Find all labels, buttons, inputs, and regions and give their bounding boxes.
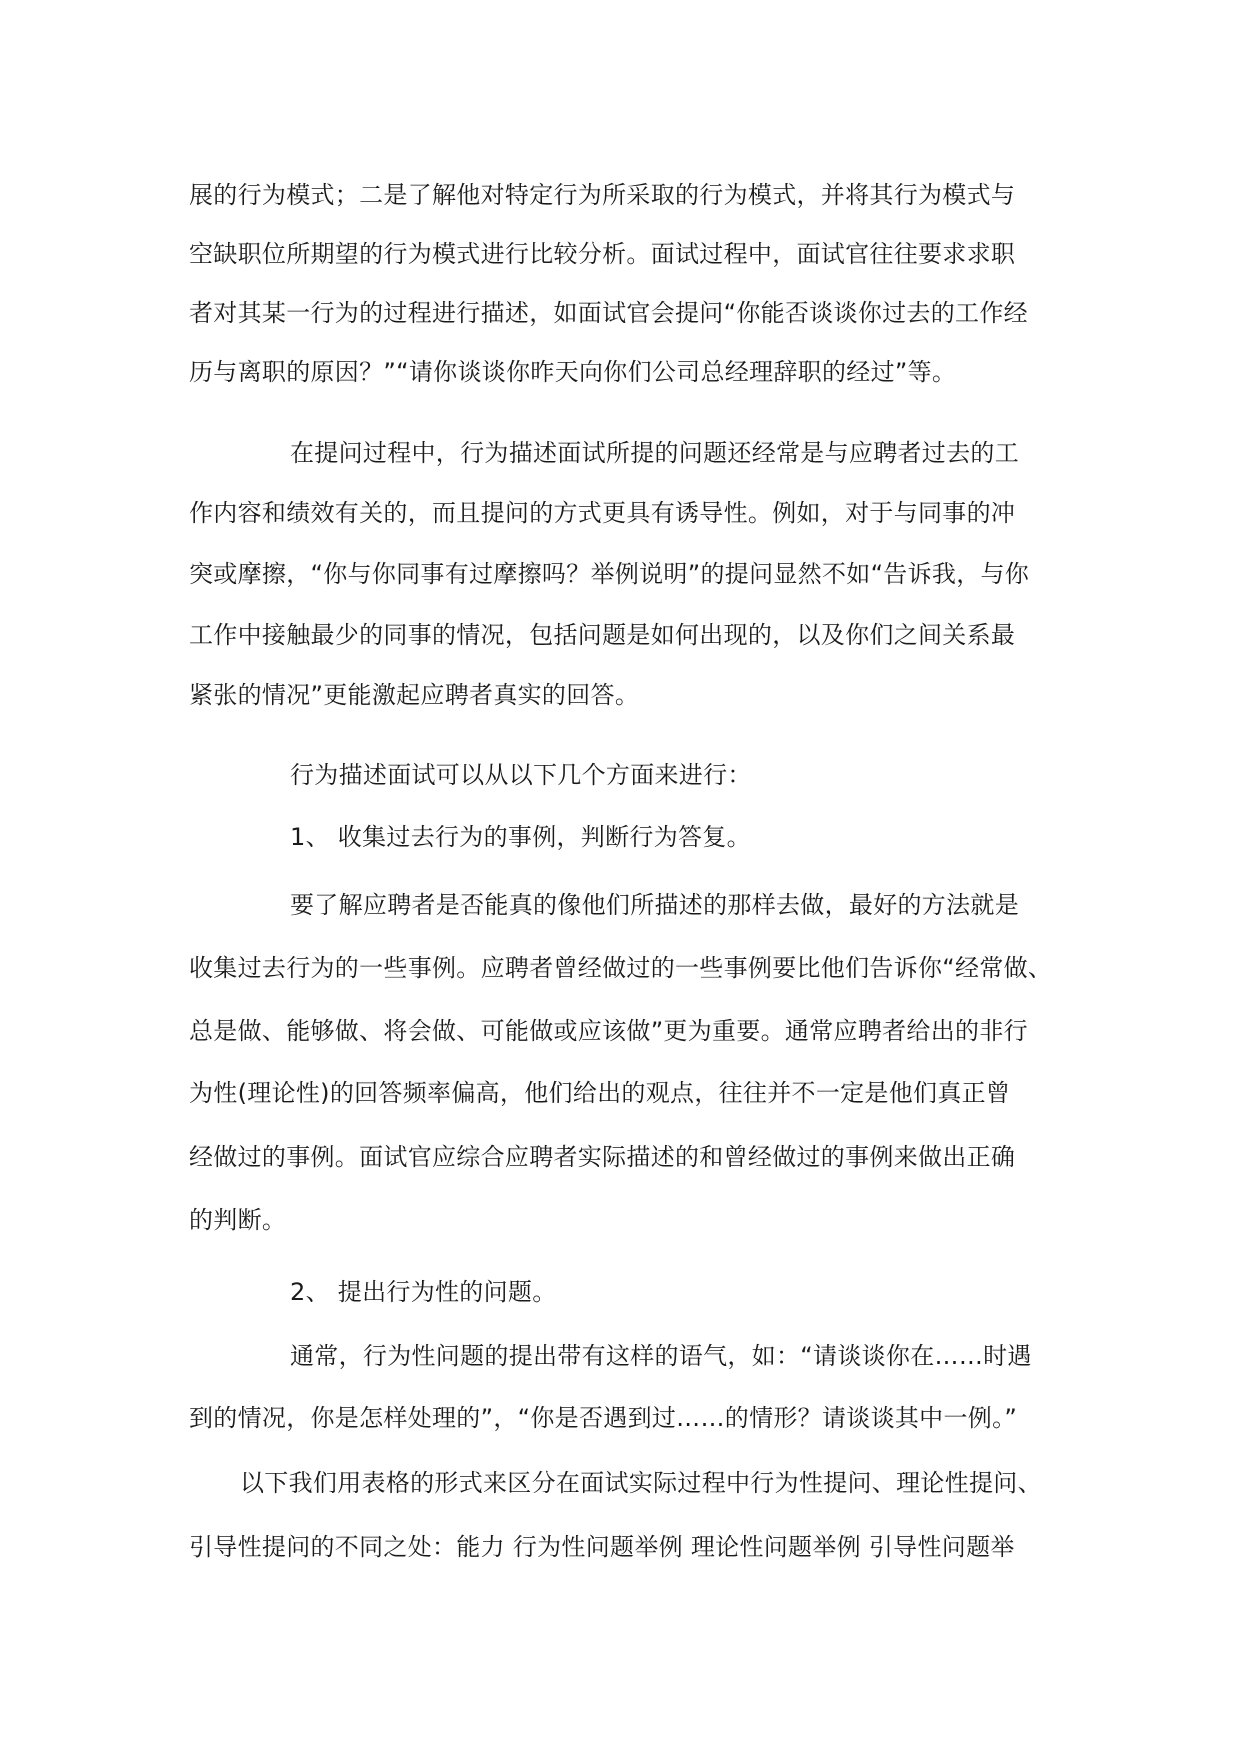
text-line-10: 行为描述面试可以从以下几个方面来进行：: [290, 761, 752, 789]
text-line-9: 紧张的情况”更能激起应聘者真实的回答。: [189, 681, 640, 709]
text-line-14: 总是做、能够做、将会做、可能做或应该做”更为重要。通常应聘者给出的非行: [189, 1017, 1028, 1045]
text-line-17: 的判断。: [189, 1206, 287, 1234]
numbered-heading-2: 2、 提出行为性的问题。: [290, 1278, 557, 1306]
numbered-heading-1: 1、 收集过去行为的事例，判断行为答复。: [290, 823, 751, 851]
text-line-6: 作内容和绩效有关的，而且提问的方式更具有诱导性。例如，对于与同事的冲: [189, 499, 1016, 527]
text-line-19: 通常，行为性问题的提出带有这样的语气，如：“请谈谈你在……时遇: [290, 1342, 1032, 1370]
text-line-15: 为性(理论性)的回答频率偏高，他们给出的观点，往往并不一定是他们真正曾: [189, 1079, 1011, 1107]
text-line-16: 经做过的事例。面试官应综合应聘者实际描述的和曾经做过的事例来做出正确: [189, 1143, 1016, 1171]
text-line-13: 收集过去行为的一些事例。应聘者曾经做过的一些事例要比他们告诉你“经常做、: [189, 954, 1053, 982]
text-line-12: 要了解应聘者是否能真的像他们所描述的那样去做，最好的方法就是: [290, 891, 1019, 919]
text-line-4: 历与离职的原因？”“请你谈谈你昨天向你们公司总经理辞职的经过”等。: [189, 358, 957, 386]
text-line-2: 空缺职位所期望的行为模式进行比较分析。面试过程中，面试官往往要求求职: [189, 240, 1016, 268]
text-line-5: 在提问过程中，行为描述面试所提的问题还经常是与应聘者过去的工: [290, 439, 1019, 467]
text-line-8: 工作中接触最少的同事的情况，包括问题是如何出现的，以及你们之间关系最: [189, 621, 1016, 649]
text-line-1: 展的行为模式；二是了解他对特定行为所采取的行为模式，并将其行为模式与: [189, 181, 1016, 209]
text-line-3: 者对其某一行为的过程进行描述，如面试官会提问“你能否谈谈你过去的工作经: [189, 299, 1028, 327]
text-line-22: 引导性提问的不同之处：能力 行为性问题举例 理论性问题举例 引导性问题举: [189, 1533, 1015, 1561]
text-line-7: 突或摩擦，“你与你同事有过摩擦吗？举例说明”的提问显然不如“告诉我，与你: [189, 560, 1030, 588]
text-line-20: 到的情况，你是怎样处理的”，“你是否遇到过……的情形？请谈谈其中一例。”: [189, 1404, 1018, 1432]
text-line-21: 以下我们用表格的形式来区分在面试实际过程中行为性提问、理论性提问、: [240, 1469, 1042, 1497]
